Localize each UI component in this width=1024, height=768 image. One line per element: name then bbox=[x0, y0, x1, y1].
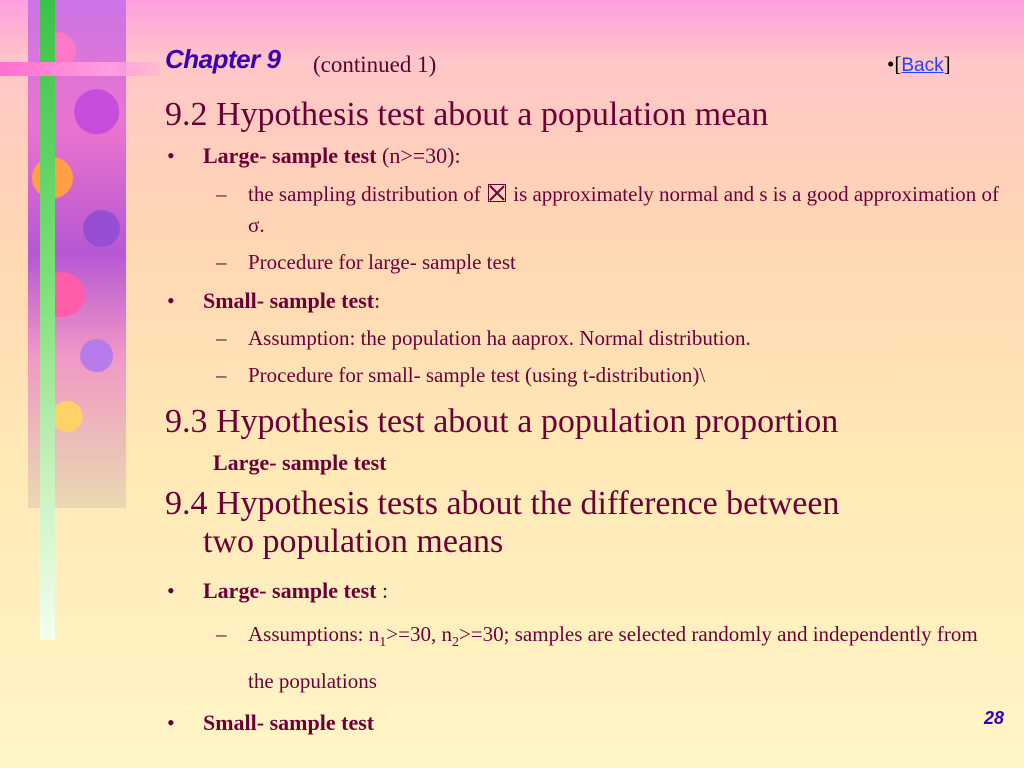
dash: – bbox=[216, 622, 227, 646]
bullet-large-sample-diff bbox=[165, 577, 1006, 605]
dash: – bbox=[216, 250, 227, 274]
chapter-title: Chapter 9 bbox=[165, 44, 281, 74]
section-title-line: 9.4 Hypothesis tests about the difference between bbox=[165, 485, 840, 522]
bullet-text: (n>=30): bbox=[376, 143, 461, 168]
sub-item-assumption bbox=[165, 323, 1006, 354]
dash: – bbox=[216, 182, 227, 206]
section-9-4-title bbox=[165, 485, 1006, 561]
bullet-label: Large- sample test bbox=[203, 578, 377, 603]
bullet-text: : bbox=[376, 578, 389, 603]
sub-text: . bbox=[259, 213, 265, 237]
x-bar-symbol-icon bbox=[488, 184, 506, 202]
back-link[interactable]: Back bbox=[901, 55, 944, 76]
sub-text: the sampling distribution of bbox=[248, 182, 486, 206]
section-9-3-subtitle: Large- sample test bbox=[213, 450, 387, 475]
sub-text: is approximately normal and s is a good approximation of bbox=[507, 182, 1000, 206]
bullet-large-sample bbox=[165, 142, 1006, 170]
sub-item-assumptions-diff bbox=[165, 615, 1006, 701]
subscript: 2 bbox=[451, 635, 459, 651]
sub-text: Procedure for large- sample test bbox=[248, 250, 516, 274]
bullet-label: Small- sample test bbox=[203, 710, 375, 736]
subscript: 1 bbox=[379, 635, 387, 651]
section-9-2-title: 9.2 Hypothesis test about a population mean bbox=[165, 96, 769, 133]
section-title-line: two population means bbox=[203, 523, 504, 560]
sub-text: >=30; samples are selected randomly and independently from the populations bbox=[248, 622, 978, 694]
bullet-label: Small- sample test bbox=[203, 288, 375, 313]
sub-item-sampling-distribution bbox=[165, 179, 1006, 241]
dash: – bbox=[216, 363, 227, 387]
sub-text: Procedure for small- sample test (using t-distribution)\ bbox=[248, 363, 706, 387]
chapter-subtitle: (continued 1) bbox=[313, 52, 437, 77]
bullet-label: Large- sample test bbox=[203, 143, 377, 168]
slide-content bbox=[165, 96, 1006, 737]
sub-item-large-procedure bbox=[165, 247, 1006, 278]
sub-item-small-procedure bbox=[165, 360, 1006, 391]
sub-text: >=30, n bbox=[386, 622, 452, 646]
bullet-small-sample-diff bbox=[165, 709, 1006, 737]
back-link-container bbox=[887, 52, 951, 77]
bullet-small-sample bbox=[165, 287, 1006, 315]
bullet-text: : bbox=[374, 288, 381, 313]
back-bracket-open: [ bbox=[894, 52, 902, 76]
dash: – bbox=[216, 326, 227, 350]
back-bullet: • bbox=[887, 52, 895, 76]
decorative-green-bar bbox=[40, 0, 55, 640]
sub-text: Assumption: the population ha aaprox. Normal distribution. bbox=[248, 326, 751, 350]
sigma-symbol: σ bbox=[248, 213, 260, 237]
back-bracket-close: ] bbox=[943, 52, 951, 76]
sub-text: Assumptions: n bbox=[248, 622, 380, 646]
page-number: 28 bbox=[984, 708, 1005, 728]
decorative-pink-bar bbox=[0, 62, 160, 76]
section-9-3-title: 9.3 Hypothesis test about a population proportion bbox=[165, 403, 839, 440]
